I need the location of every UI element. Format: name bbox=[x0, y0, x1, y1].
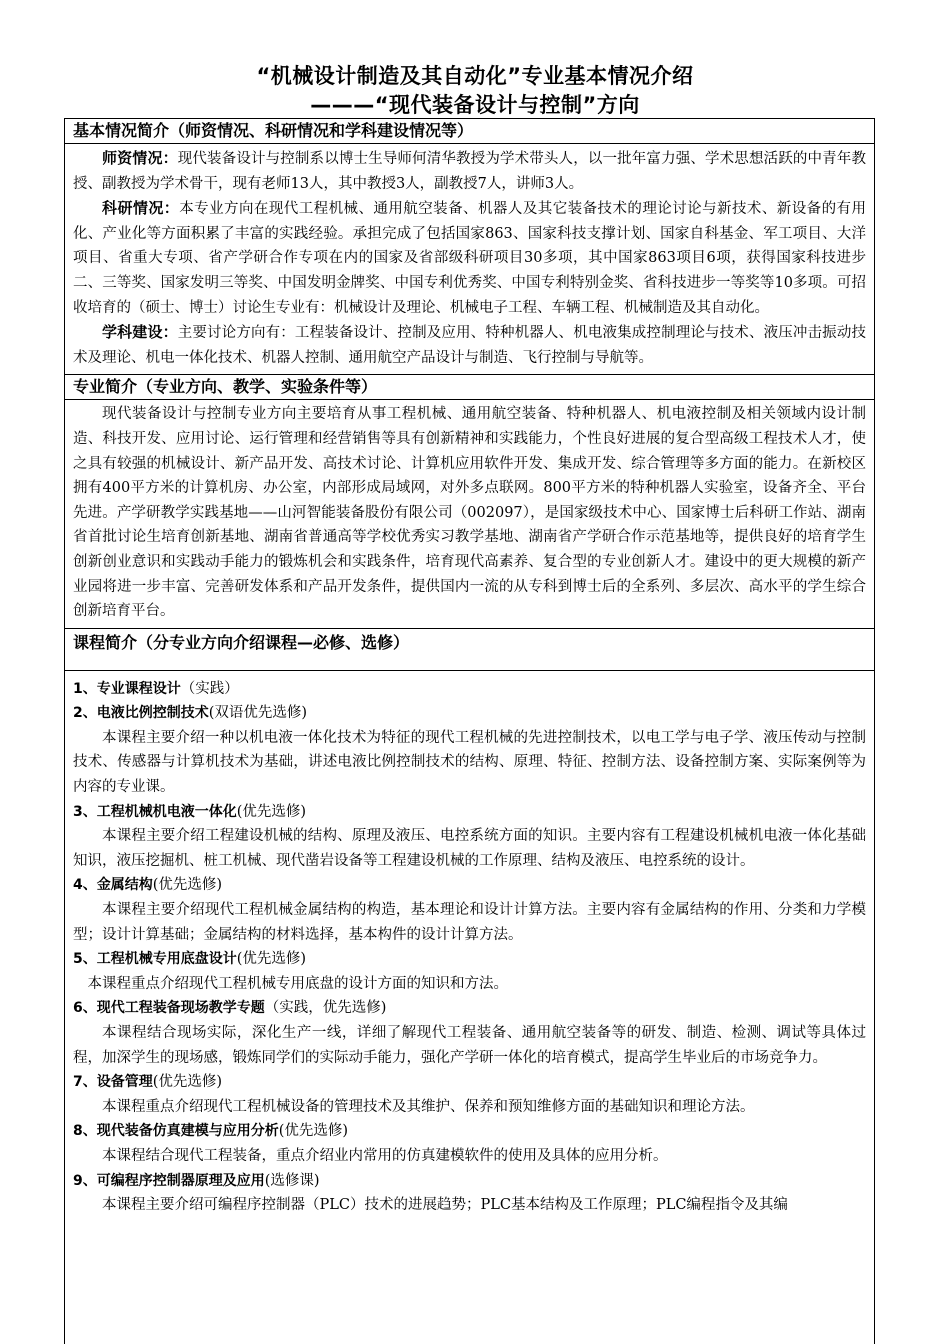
course-title bbox=[73, 1070, 866, 1095]
course-title bbox=[73, 947, 866, 972]
course-title bbox=[73, 996, 866, 1021]
course-description: 本课程主要介绍工程建设机械的结构、原理及液压、电控系统方面的知识。主要内容有工程建设机械机电液一体化基础知识，液压挖掘机、桩工机械、现代凿岩设备等工程建设机械的工作原理、结构及液压、电控系统的设计。 bbox=[73, 828, 866, 869]
major-text: 现代装备设计与控制专业方向主要培育从事工程机械、通用航空装备、特种机器人、机电液控制及相关领域内设计制造、科技开发、应用讨论、运行管理和经营销售等具有创新精神和实践能力，个性良好进展的复合型高级工程技术人才，使之具有较强的机械设计、新产品开发、高技术讨论、计算机应用软件开发、集成开发、综合管理等多方面的能力。在新校区拥有400平方米的计算机房、办公室，内部形成局域网，对外多点联网。800平方米的特种机器人实验室，设备齐全、平台先进。产学研教学实践基地——山河智能装备股份有限公司（002097），是国家级技术中心、国家博士后科研工作站、湖南省首批讨论生培育创新基地、湖南省普通高等学校优秀实习教学基地、湖南省产学研合作示范基地等，提供良好的培育学生创新创业意识和实践动手能力的锻炼机会和实践条件，培育现代高素养、复合型的专业创新人才。建设中的更大规模的新产业园将进一步丰富、完善研发体系和产品开发条件，提供国内一流的从专科到博士后的全系列、多层次、高水平的学生综合创新培育平台。 bbox=[73, 406, 866, 620]
basic-section-body bbox=[65, 144, 874, 375]
title-line-1: “机械设计制造及其自动化”专业基本情况介绍 bbox=[256, 64, 694, 88]
course-description: 本课程重点介绍现代工程机械设备的管理技术及其维护、保养和预知维修方面的基础知识和理论方法。 bbox=[102, 1098, 755, 1115]
course-description: 本课程主要介绍现代工程机械金属结构的构造，基本理论和设计计算方法。主要内容有金属结构的作用、分类和力学模型；设计计算基础；金属结构的材料选择，基本构件的设计计算方法。 bbox=[73, 902, 866, 943]
document-title bbox=[0, 62, 950, 120]
basic-section-header: 基本情况简介（师资情况、科研情况和学科建设情况等） bbox=[65, 119, 874, 144]
course-note: (优先选修) bbox=[236, 803, 307, 820]
course-note: (优先选修) bbox=[152, 1074, 223, 1091]
course-title bbox=[73, 1169, 866, 1194]
course-number: 5、 bbox=[73, 951, 97, 968]
course-name: 设备管理 bbox=[96, 1074, 153, 1091]
course-note: (优先选修) bbox=[152, 877, 223, 894]
course-note: (优先选修) bbox=[278, 1123, 349, 1140]
course-note: （实践，优先选修) bbox=[264, 1000, 387, 1017]
course-name: 专业课程设计 bbox=[96, 680, 181, 697]
course-note: （实践） bbox=[180, 680, 239, 697]
course-description: 本课程结合现代工程装备，重点介绍业内常用的仿真建模软件的使用及具体的应用分析。 bbox=[102, 1147, 668, 1164]
research-label: 科研情况： bbox=[102, 199, 180, 218]
course-name: 电液比例控制技术 bbox=[96, 705, 209, 722]
info-table bbox=[64, 118, 875, 1344]
course-number: 2、 bbox=[73, 705, 97, 722]
course-title bbox=[73, 677, 866, 702]
course-title bbox=[73, 1119, 866, 1144]
faculty-text: 现代装备设计与控制系以博士生导师何清华教授为学术带头人，以一批年富力强、学术思想活跃的中青年教授、副教授为学术骨干，现有老师13人，其中教授3人，副教授7人，讲师3人。 bbox=[73, 151, 866, 192]
course-number: 3、 bbox=[73, 803, 97, 820]
course-description: 本课程主要介绍可编程序控制器（PLC）技术的进展趋势；PLC基本结构及工作原理；PLC编程指令及其编 bbox=[102, 1197, 788, 1214]
course-title bbox=[73, 800, 866, 825]
discipline-paragraph bbox=[73, 320, 866, 370]
major-section-header: 专业简介（专业方向、教学、实验条件等） bbox=[65, 375, 874, 400]
course-number: 7、 bbox=[73, 1074, 97, 1091]
major-section-body bbox=[65, 400, 874, 628]
course-description: 本课程重点介绍现代工程机械专用底盘的设计方面的知识和方法。 bbox=[87, 975, 508, 992]
course-section-header: 课程简介（分专业方向介绍课程—必修、选修） bbox=[65, 629, 874, 671]
discipline-text: 主要讨论方向有：工程装备设计、控制及应用、特种机器人、机电液集成控制理论与技术、液压冲击振动技术及理论、机电一体化技术、机器人控制、通用航空产品设计与制造、飞行控制与导航等。 bbox=[73, 325, 866, 366]
discipline-label: 学科建设： bbox=[102, 323, 178, 342]
course-title bbox=[73, 873, 866, 898]
course-number: 4、 bbox=[73, 877, 97, 894]
course-number: 9、 bbox=[73, 1172, 97, 1189]
course-name: 现代装备仿真建模与应用分析 bbox=[96, 1123, 279, 1140]
course-name: 金属结构 bbox=[96, 877, 153, 894]
research-text: 本专业方向在现代工程机械、通用航空装备、机器人及其它装备技术的理论讨论与新技术、新设备的有用化、产业化等方面积累了丰富的实践经验。承担完成了包括国家863、国家科技支撑计划、国家自科基金、军工项目、大洋项目、省重大专项、省产学研合作专项在内的国家及省部级科研项目30多项，其中国家863项目6项，获得国家科技进步二、三等奖、国家发明三等奖、中国发明金牌奖、中国专利优秀奖、中国专利特别金奖、省科技进步一等奖等10多项。可招收培育的（硕士、博士）讨论生专业有：机械设计及理论、机械电子工程、车辆工程、机械制造及其自动化。 bbox=[73, 201, 866, 316]
faculty-paragraph bbox=[73, 146, 866, 196]
course-name: 工程机械专用底盘设计 bbox=[96, 951, 237, 968]
course-note: (选修课) bbox=[264, 1172, 320, 1189]
course-number: 1、 bbox=[73, 680, 97, 697]
course-note: (优先选修) bbox=[236, 951, 307, 968]
course-note: (双语优先选修) bbox=[208, 705, 308, 722]
course-list bbox=[65, 671, 874, 1218]
course-name: 工程机械机电液一体化 bbox=[96, 803, 237, 820]
course-name: 可编程序控制器原理及应用 bbox=[96, 1172, 265, 1189]
research-paragraph bbox=[73, 196, 866, 320]
course-description: 本课程主要介绍一种以机电液一体化技术为特征的现代工程机械的先进控制技术，以电工学与电子学、液压传动与控制技术、传感器与计算机技术为基础，讲述电液比例控制技术的结构、原理、特征、控制方法、设备控制方案、实际案例等为内容的专业课。 bbox=[73, 729, 866, 796]
course-name: 现代工程装备现场教学专题 bbox=[96, 1000, 265, 1017]
course-title bbox=[73, 701, 866, 726]
faculty-label: 师资情况： bbox=[102, 149, 178, 167]
title-line-2: ———“现代装备设计与控制”方向 bbox=[310, 93, 640, 117]
course-number: 6、 bbox=[73, 1000, 97, 1017]
course-number: 8、 bbox=[73, 1123, 97, 1140]
course-description: 本课程结合现场实际，深化生产一线，详细了解现代工程装备、通用航空装备等的研发、制造、检测、调试等具体过程，加深学生的现场感，锻炼同学们的实际动手能力，强化产学研一体化的培育模式，提高学生毕业后的市场竞争力。 bbox=[73, 1025, 866, 1066]
